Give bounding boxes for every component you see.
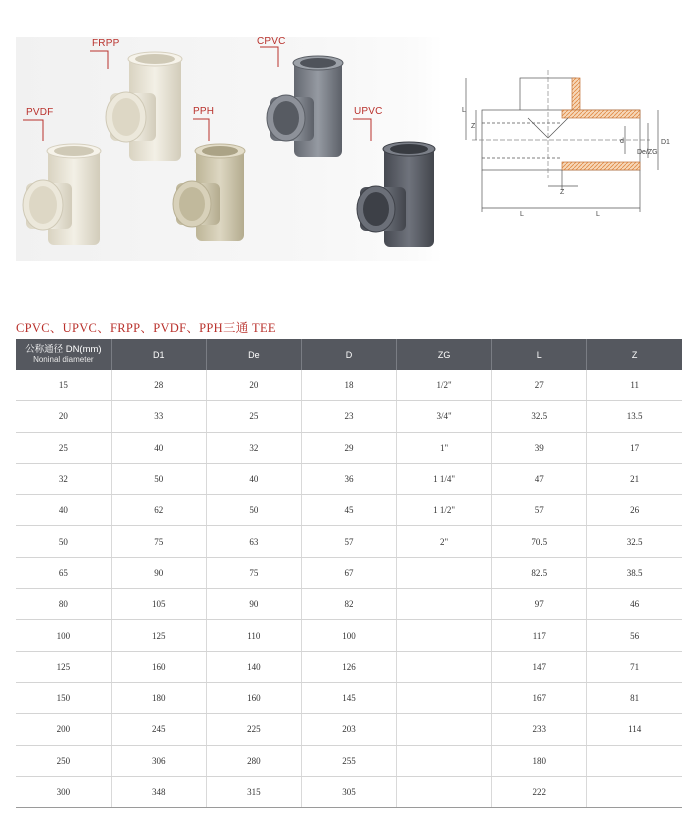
cell-d: 23 bbox=[301, 401, 396, 432]
header-nominal-diameter-cn: 公称通径 DN(mm) bbox=[25, 344, 102, 355]
cell-zg bbox=[397, 682, 492, 713]
label-upvc: UPVC bbox=[354, 106, 383, 117]
cell-d1: 50 bbox=[111, 463, 206, 494]
cell-zg bbox=[397, 620, 492, 651]
cell-d: 29 bbox=[301, 432, 396, 463]
cell-d1: 75 bbox=[111, 526, 206, 557]
header-l: L bbox=[492, 339, 587, 370]
dim-Z-horizontal: Z bbox=[560, 189, 565, 196]
cell-z: 38.5 bbox=[587, 557, 682, 588]
cell-d: 203 bbox=[301, 714, 396, 745]
table-row bbox=[16, 401, 682, 432]
cell-dn: 32 bbox=[16, 463, 111, 494]
cell-l: 222 bbox=[492, 776, 587, 807]
cell-z: 81 bbox=[587, 682, 682, 713]
cell-zg bbox=[397, 589, 492, 620]
pvdf-tee-photo bbox=[23, 144, 101, 245]
upvc-tee-photo bbox=[357, 142, 435, 247]
cell-l: 57 bbox=[492, 495, 587, 526]
table-body bbox=[16, 370, 682, 808]
cell-l: 147 bbox=[492, 651, 587, 682]
cell-z: 11 bbox=[587, 370, 682, 401]
cell-zg: 1" bbox=[397, 432, 492, 463]
cell-zg: 1/2" bbox=[397, 370, 492, 401]
frpp-tee-photo bbox=[106, 52, 182, 161]
cell-de: 50 bbox=[206, 495, 301, 526]
cell-l: 233 bbox=[492, 714, 587, 745]
table-row bbox=[16, 495, 682, 526]
cell-zg: 2" bbox=[397, 526, 492, 557]
header-d1: D1 bbox=[111, 339, 206, 370]
header-nominal-diameter bbox=[16, 339, 111, 370]
cell-zg: 1 1/2" bbox=[397, 495, 492, 526]
cell-l: 32.5 bbox=[492, 401, 587, 432]
dim-Z-vertical: Z bbox=[471, 123, 476, 130]
cell-de: 315 bbox=[206, 776, 301, 807]
label-frpp: FRPP bbox=[92, 38, 120, 49]
dim-d: d bbox=[620, 138, 624, 145]
cell-de: 225 bbox=[206, 714, 301, 745]
cell-d: 255 bbox=[301, 745, 396, 776]
cell-zg: 1 1/4" bbox=[397, 463, 492, 494]
cell-d: 126 bbox=[301, 651, 396, 682]
cell-zg bbox=[397, 776, 492, 807]
cell-dn: 65 bbox=[16, 557, 111, 588]
cell-d: 18 bbox=[301, 370, 396, 401]
cell-d: 305 bbox=[301, 776, 396, 807]
cell-dn: 50 bbox=[16, 526, 111, 557]
cell-d1: 348 bbox=[111, 776, 206, 807]
cell-z: 26 bbox=[587, 495, 682, 526]
cell-z: 13.5 bbox=[587, 401, 682, 432]
cell-d: 82 bbox=[301, 589, 396, 620]
tee-spec-table bbox=[16, 339, 682, 808]
cell-d: 67 bbox=[301, 557, 396, 588]
cell-l: 47 bbox=[492, 463, 587, 494]
table-row bbox=[16, 745, 682, 776]
dim-De-ZG: De/ZG bbox=[637, 149, 658, 156]
cell-de: 32 bbox=[206, 432, 301, 463]
cell-de: 25 bbox=[206, 401, 301, 432]
table-row bbox=[16, 589, 682, 620]
header-d: D bbox=[301, 339, 396, 370]
table-row bbox=[16, 620, 682, 651]
dim-D1: D1 bbox=[661, 139, 670, 146]
header-nominal-diameter-en: Noninal diameter bbox=[33, 355, 94, 364]
cell-d1: 160 bbox=[111, 651, 206, 682]
cell-z: 17 bbox=[587, 432, 682, 463]
cell-d: 145 bbox=[301, 682, 396, 713]
table-row bbox=[16, 432, 682, 463]
cell-dn: 25 bbox=[16, 432, 111, 463]
cell-dn: 15 bbox=[16, 370, 111, 401]
table-row bbox=[16, 370, 682, 401]
cell-de: 140 bbox=[206, 651, 301, 682]
cell-z: 32.5 bbox=[587, 526, 682, 557]
cell-z: 21 bbox=[587, 463, 682, 494]
cell-dn: 300 bbox=[16, 776, 111, 807]
cell-l: 117 bbox=[492, 620, 587, 651]
cell-l: 39 bbox=[492, 432, 587, 463]
cell-dn: 40 bbox=[16, 495, 111, 526]
cell-d1: 40 bbox=[111, 432, 206, 463]
cell-dn: 125 bbox=[16, 651, 111, 682]
cell-zg bbox=[397, 651, 492, 682]
cell-dn: 200 bbox=[16, 714, 111, 745]
dim-L-left: L bbox=[520, 211, 524, 218]
cell-d1: 125 bbox=[111, 620, 206, 651]
cell-d1: 105 bbox=[111, 589, 206, 620]
table-row bbox=[16, 526, 682, 557]
cell-zg bbox=[397, 557, 492, 588]
cell-zg bbox=[397, 745, 492, 776]
dim-L-right: L bbox=[596, 211, 600, 218]
cell-de: 63 bbox=[206, 526, 301, 557]
cell-dn: 100 bbox=[16, 620, 111, 651]
cell-de: 110 bbox=[206, 620, 301, 651]
cell-de: 280 bbox=[206, 745, 301, 776]
cell-z: 71 bbox=[587, 651, 682, 682]
cell-d1: 90 bbox=[111, 557, 206, 588]
cell-zg: 3/4" bbox=[397, 401, 492, 432]
cell-d: 45 bbox=[301, 495, 396, 526]
cpvc-tee-photo bbox=[267, 56, 343, 157]
table-row bbox=[16, 776, 682, 807]
cell-z bbox=[587, 745, 682, 776]
table-row bbox=[16, 682, 682, 713]
table-row bbox=[16, 463, 682, 494]
cell-d1: 62 bbox=[111, 495, 206, 526]
cell-zg bbox=[397, 714, 492, 745]
label-cpvc: CPVC bbox=[257, 36, 286, 47]
table-header-row bbox=[16, 339, 682, 370]
cell-l: 70.5 bbox=[492, 526, 587, 557]
header-z: Z bbox=[587, 339, 682, 370]
cell-z: 114 bbox=[587, 714, 682, 745]
header-zg: ZG bbox=[397, 339, 492, 370]
cell-z: 46 bbox=[587, 589, 682, 620]
cell-z: 56 bbox=[587, 620, 682, 651]
pph-tee-photo bbox=[173, 144, 245, 241]
cell-d1: 306 bbox=[111, 745, 206, 776]
cell-l: 167 bbox=[492, 682, 587, 713]
cell-de: 75 bbox=[206, 557, 301, 588]
cell-l: 27 bbox=[492, 370, 587, 401]
cell-dn: 20 bbox=[16, 401, 111, 432]
cell-dn: 80 bbox=[16, 589, 111, 620]
section-title: CPVC、UPVC、FRPP、PVDF、PPH三通 TEE bbox=[16, 321, 276, 335]
cell-l: 82.5 bbox=[492, 557, 587, 588]
cell-de: 160 bbox=[206, 682, 301, 713]
cell-d: 100 bbox=[301, 620, 396, 651]
cell-de: 40 bbox=[206, 463, 301, 494]
cell-de: 90 bbox=[206, 589, 301, 620]
table-row bbox=[16, 557, 682, 588]
label-pvdf: PVDF bbox=[26, 107, 54, 118]
cell-d: 36 bbox=[301, 463, 396, 494]
label-pph: PPH bbox=[193, 106, 215, 117]
dim-L-vertical: L bbox=[462, 107, 466, 114]
header-de: De bbox=[206, 339, 301, 370]
cell-l: 97 bbox=[492, 589, 587, 620]
cell-dn: 150 bbox=[16, 682, 111, 713]
cell-dn: 250 bbox=[16, 745, 111, 776]
cell-d1: 180 bbox=[111, 682, 206, 713]
cell-de: 20 bbox=[206, 370, 301, 401]
table-row bbox=[16, 651, 682, 682]
cell-z bbox=[587, 776, 682, 807]
cell-d1: 33 bbox=[111, 401, 206, 432]
cell-l: 180 bbox=[492, 745, 587, 776]
cell-d1: 28 bbox=[111, 370, 206, 401]
table-row bbox=[16, 714, 682, 745]
tee-dimension-drawing bbox=[462, 68, 676, 224]
cell-d1: 245 bbox=[111, 714, 206, 745]
cell-d: 57 bbox=[301, 526, 396, 557]
